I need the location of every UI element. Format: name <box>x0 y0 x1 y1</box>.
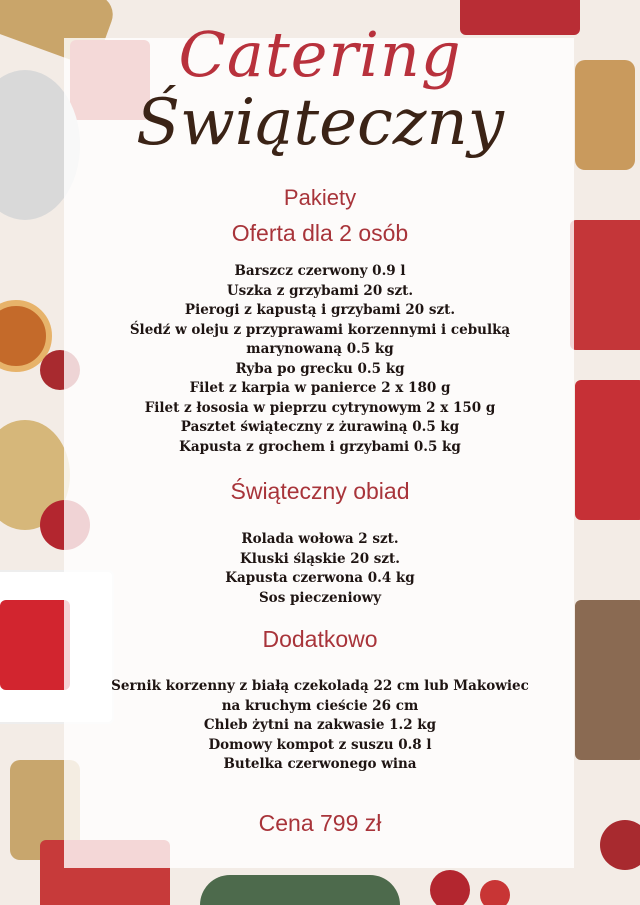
bauble-icon <box>430 870 470 905</box>
list-item: Barszcz czerwony 0.9 l <box>234 263 406 279</box>
list-item: Butelka czerwonego wina <box>223 756 417 772</box>
list-item: Chleb żytni na zakwasie 1.2 kg <box>203 717 437 733</box>
list-item: Pasztet świąteczny z żurawiną 0.5 kg <box>180 419 460 435</box>
list-item: Kapusta czerwona 0.4 kg <box>225 570 415 586</box>
pine-branch-decoration <box>200 875 400 905</box>
gift-box-icon <box>575 600 640 760</box>
dinner-heading: Świąteczny obiad <box>230 478 410 504</box>
list-item: Ryba po grecku 0.5 kg <box>235 360 405 377</box>
list-item: Uszka z grzybami 20 szt. <box>226 282 414 299</box>
price: Cena 799 zł <box>258 810 382 836</box>
list-item: Filet z łososia w pieprzu cytrynowym 2 x 150 g <box>144 399 496 416</box>
title-line-2: Świąteczny <box>136 86 504 160</box>
list-item: Kluski śląskie 20 szt. <box>240 550 400 567</box>
bauble-icon <box>480 880 510 905</box>
list-item: Kapusta z grochem i grzybami 0.5 kg <box>179 438 461 455</box>
list-item: Śledź w oleju z przyprawami korzennymi i cebulką marynowaną 0.5 kg <box>129 321 511 357</box>
list-item: Domowy kompot z suszu 0.8 l <box>208 736 432 753</box>
offer-heading: Oferta dla 2 osób <box>231 220 409 246</box>
extras-list <box>100 677 540 775</box>
dinner-list <box>100 530 540 608</box>
list-item: Filet z karpia w panierce 2 x 180 g <box>189 380 451 396</box>
packages-subtitle: Pakiety <box>283 185 357 210</box>
list-item: Rolada wołowa 2 szt. <box>241 531 399 547</box>
list-item: Sos pieczeniowy <box>258 589 382 606</box>
title-line-1: Catering <box>178 18 462 91</box>
offer-list <box>100 262 540 457</box>
list-item: Pierogi z kapustą i grzybami 20 szt. <box>184 302 456 318</box>
extras-heading: Dodatkowo <box>262 626 378 652</box>
list-item: Sernik korzenny z białą czekoladą 22 cm lub Makowiec na kruchym cieście 26 cm <box>111 678 529 714</box>
